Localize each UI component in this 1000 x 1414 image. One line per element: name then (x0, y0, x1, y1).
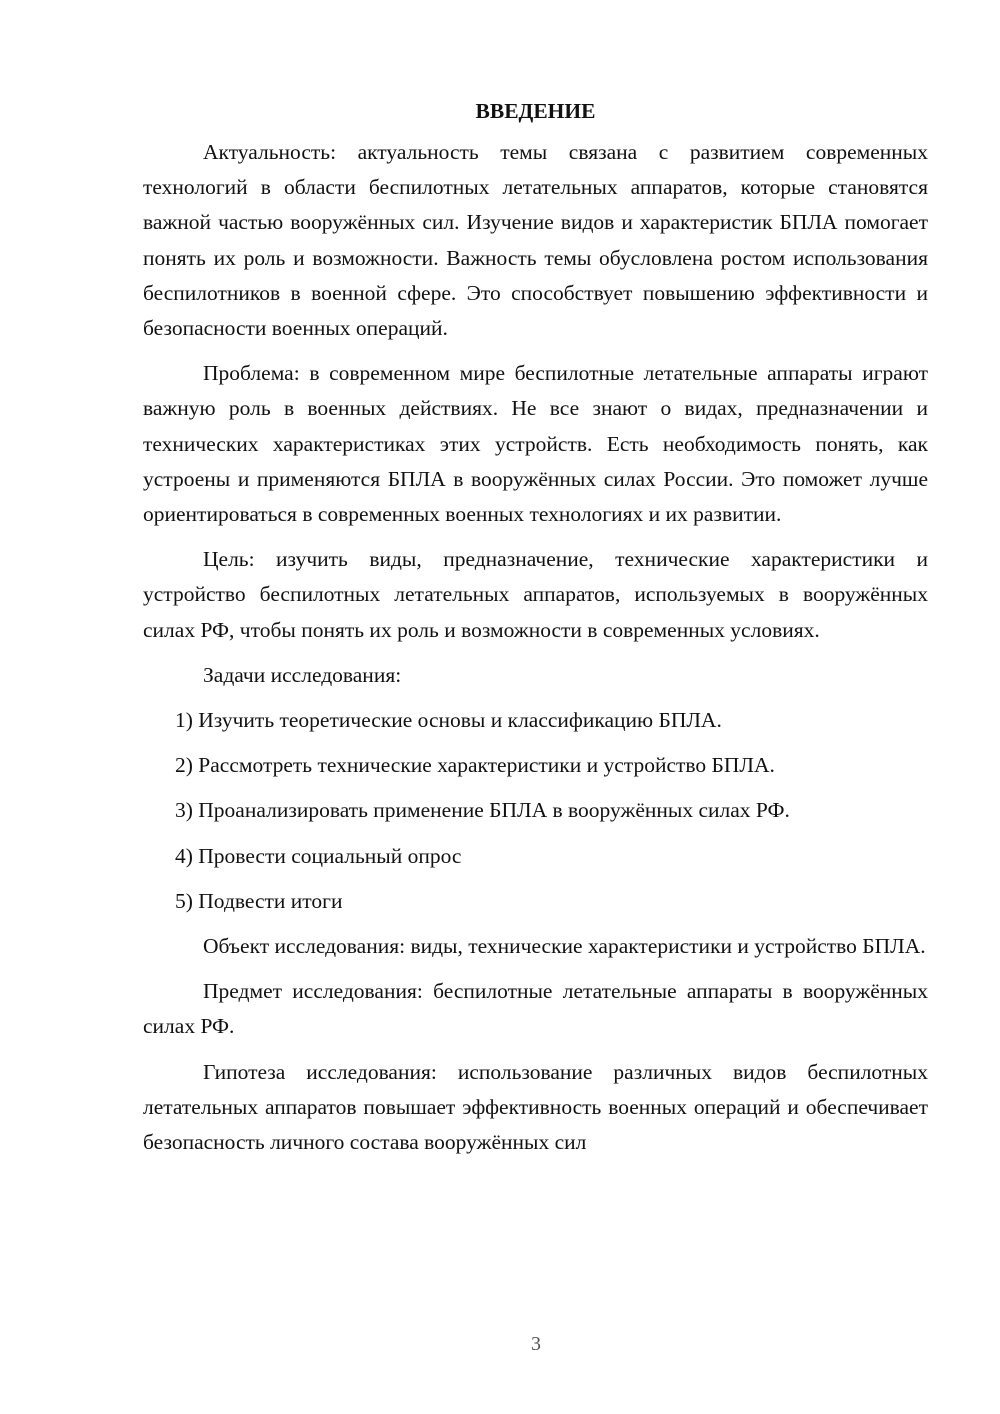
paragraph-hypothesis: Гипотеза исследования: использование различных видов беспилотных летательных аппаратов повышает эффективность военных операций и обеспечивает безопасность личного состава вооружённых сил (143, 1059, 928, 1155)
task-item-4: 4) Провести социальный опрос (175, 843, 462, 868)
task-item-1: 1) Изучить теоретические основы и классификацию БПЛА. (175, 708, 722, 733)
task-list (143, 703, 928, 919)
tasks-heading: Задачи исследования: (203, 662, 402, 687)
task-item-3: 3) Проанализировать применение БПЛА в вооружённых силах РФ. (175, 798, 790, 823)
paragraph-object: Объект исследования: виды, технические характеристики и устройство БПЛА. (203, 934, 926, 959)
paragraph-subject: Предмет исследования: беспилотные летательные аппараты в вооружённых силах РФ. (143, 979, 928, 1039)
paragraph-relevance: Актуальность: актуальность темы связана с развитием современных технологий в области беспилотных летательных аппаратов, которые становятся важной частью вооружённых сил. Изучение видов и характеристик БПЛА помогает понять их роль и возможности. Важность темы обусловлена ростом использования беспилотников в военной сфере. Это способствует повышению эффективности и безопасности военных операций. (143, 140, 928, 341)
paragraph-problem: Проблема: в современном мире беспилотные летательные аппараты играют важную роль в военных действиях. Не все знают о видах, предназначении и технических характеристиках этих устройств. Есть необходимость понять, как устроены и применяются БПЛА в вооружённых силах России. Это поможет лучше ориентироваться в современных военных технологиях и их развитии. (143, 361, 928, 527)
paragraph-goal: Цель: изучить виды, предназначение, технические характеристики и устройство беспилотных летательных аппаратов, используемых в вооружённых силах РФ, чтобы понять их роль и возможности в современных условиях. (143, 547, 928, 642)
section-title: ВВЕДЕНИЕ (475, 99, 596, 123)
task-item-5: 5) Подвести итоги (175, 888, 343, 913)
task-item-2: 2) Рассмотреть технические характеристики и устройство БПЛА. (175, 753, 775, 778)
page-content (143, 95, 928, 1170)
page-number: 3 (531, 1333, 541, 1355)
